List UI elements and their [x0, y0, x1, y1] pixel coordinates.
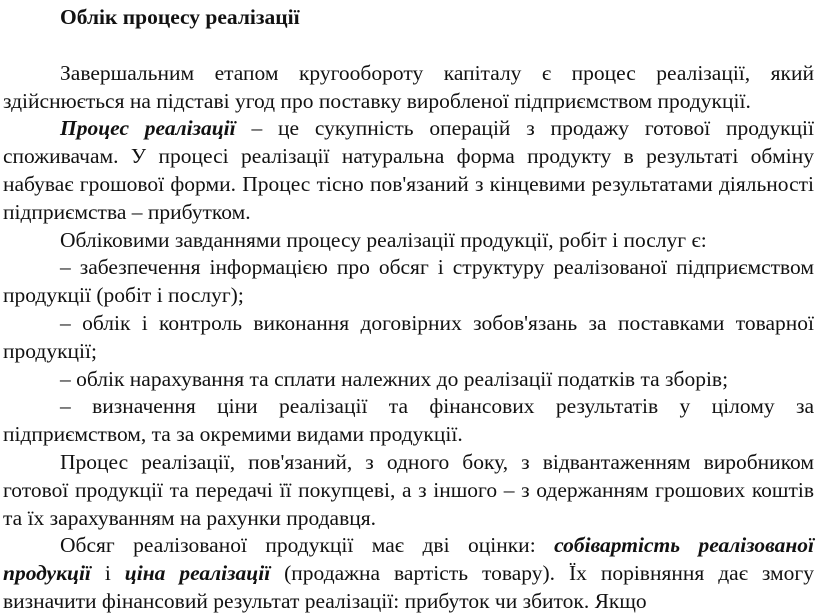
paragraph-process: Процес реалізації, пов'язаний, з одного боку, з відвантаженням виробником готової продукції та передачі її покупцеві, а з іншого – з одержанням грошових коштів та їх зарахуванням на рахунки продавця.	[3, 449, 814, 530]
paragraph-intro: Завершальним етапом кругообороту капіталу є процес реалізації, який здійснюється на підставі угод про поставку виробленої підприємством продукції.	[3, 60, 814, 113]
task-item: – облік і контроль виконання договірних зобов'язань за поставками товарної продукції;	[3, 310, 814, 363]
term-sale-price: ціна реалізації	[124, 561, 271, 586]
valuation-text-3: (продажна вартість товару). Їх порівняння дає змогу визначити фінансовий результат реалізації: прибуток чи збиток. Якщо	[3, 561, 814, 613]
valuation-text-1: Обсяг реалізованої продукції має дві оцінки:	[60, 533, 555, 558]
task-item: – визначення ціни реалізації та фінансових результатів у цілому за підприємством, та за окремими видами продукції.	[3, 394, 814, 447]
paragraph-valuation	[3, 532, 814, 615]
term-cost-of-sales: собівартість реалізованої продукції	[3, 533, 814, 586]
task-item: – облік нарахування та сплати належних до реалізації податків та зборів;	[60, 366, 729, 391]
tasks-intro: Обліковими завданнями процесу реалізації продукції, робіт і послуг є:	[60, 227, 707, 252]
paragraph-definition	[3, 115, 814, 226]
task-item: – забезпечення інформацією про обсяг і структуру реалізованої підприємством продукції (робіт і послуг);	[3, 255, 814, 308]
document-page	[3, 4, 814, 616]
section-title: Облік процесу реалізації	[60, 5, 300, 29]
term-sales-process: Процес реалізації	[60, 116, 236, 141]
valuation-text-2: і	[90, 561, 125, 586]
definition-text: – це сукупність операцій з продажу готової продукції споживачам. У процесі реалізації натуральна форма продукту в результаті обміну набуває грошової форми. Процес тісно пов'язаний з кінцевими результатами діяльності підприємства – прибутком.	[3, 116, 814, 224]
